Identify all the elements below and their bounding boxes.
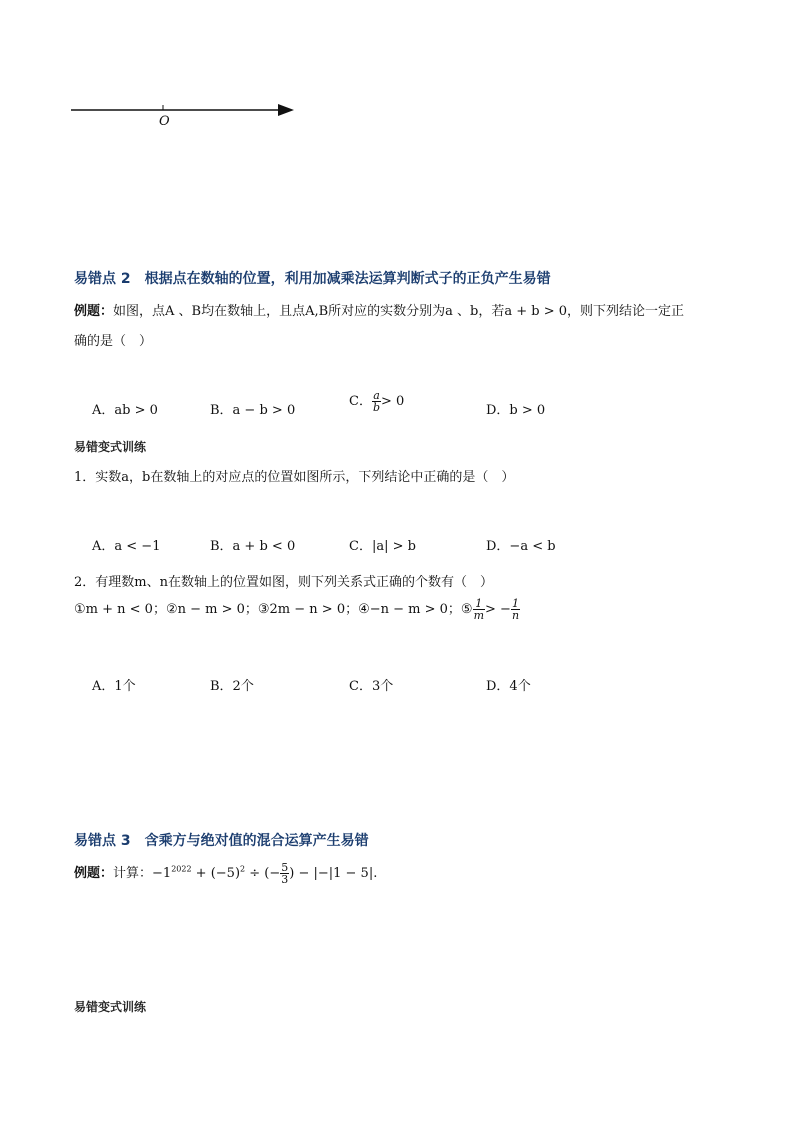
- number-line-origin-label: O: [159, 114, 170, 129]
- section2-example-text-2: 确的是（ ）: [74, 334, 153, 349]
- section2-option-c-prefix: C．: [349, 394, 372, 409]
- section2-example-text: 如图，点A 、B均在数轴上，且点A,B所对应的实数分别为a 、b，若a + b > 0，则下列结论一定正: [113, 304, 685, 319]
- training-label: 易错变式训练: [74, 440, 147, 454]
- section3-expr-div: ÷ (−: [245, 866, 281, 881]
- q2-conditions: [74, 598, 520, 621]
- section3-expr-sup1: 2022: [171, 864, 192, 874]
- section3-expr-pre: 计算：−1: [113, 866, 172, 881]
- section2-option-d[interactable]: D．b > 0: [486, 403, 546, 418]
- section3-expr-mid: + (−5): [191, 866, 241, 881]
- q2-text: 2．有理数m、n在数轴上的位置如图，则下列关系式正确的个数有（ ）: [74, 575, 493, 590]
- section2-option-c-fraction: [372, 390, 381, 413]
- fraction-denominator: n: [511, 609, 520, 622]
- section2-example: [74, 300, 684, 319]
- q2-option-c[interactable]: C．3个: [349, 679, 394, 694]
- q2-option-d[interactable]: D．4个: [486, 679, 531, 694]
- q2-conditions-text: ①m + n < 0；②n − m > 0；③2m − n > 0；④−n − m > 0；⑤: [74, 602, 473, 617]
- q2-gt: > −: [485, 602, 511, 617]
- number-line: [68, 98, 300, 132]
- number-line-arrow: [278, 104, 294, 116]
- fraction-numerator: 5: [281, 861, 289, 874]
- q2-option-b[interactable]: B．2个: [210, 679, 254, 694]
- q1-option-b[interactable]: B．a + b < 0: [210, 539, 296, 554]
- section2-option-c[interactable]: [349, 390, 404, 413]
- fraction-denominator: m: [473, 609, 485, 622]
- fraction-denominator: b: [372, 401, 380, 414]
- q2-fraction-2: [511, 598, 520, 621]
- fraction-numerator: 1: [511, 597, 519, 610]
- section2-option-c-suffix: > 0: [381, 394, 405, 409]
- q1-option-d[interactable]: D．−a < b: [486, 539, 556, 554]
- section2-option-b[interactable]: B．a − b > 0: [210, 403, 296, 418]
- q1-text: 1．实数a，b在数轴上的对应点的位置如图所示，下列结论中正确的是（ ）: [74, 470, 515, 485]
- section3-expr-post: ) − |−|1 − 5|.: [289, 866, 378, 881]
- section3-heading: 易错点 3 含乘方与绝对值的混合运算产生易错: [74, 833, 369, 849]
- q1-option-a[interactable]: A．a < −1: [92, 539, 161, 554]
- fraction-numerator: 1: [473, 598, 485, 610]
- section2-option-a[interactable]: A．ab > 0: [92, 403, 158, 418]
- section3-example: [74, 862, 377, 885]
- section3-fraction: [280, 862, 289, 885]
- section3-training-label: 易错变式训练: [74, 1000, 147, 1014]
- q1-option-c[interactable]: C．|a| > b: [349, 539, 416, 554]
- fraction-numerator: a: [373, 389, 380, 402]
- q2-fraction-1: [473, 598, 485, 621]
- section2-heading: 易错点 2 根据点在数轴的位置，利用加减乘法运算判断式子的正负产生易错: [74, 271, 551, 287]
- section3-expr-sup2: 2: [240, 864, 246, 874]
- section3-example-label: 例题：: [74, 866, 114, 881]
- q2-option-a[interactable]: A．1个: [92, 679, 136, 694]
- section2-example-label: 例题：: [74, 304, 114, 319]
- fraction-denominator: 3: [281, 873, 289, 886]
